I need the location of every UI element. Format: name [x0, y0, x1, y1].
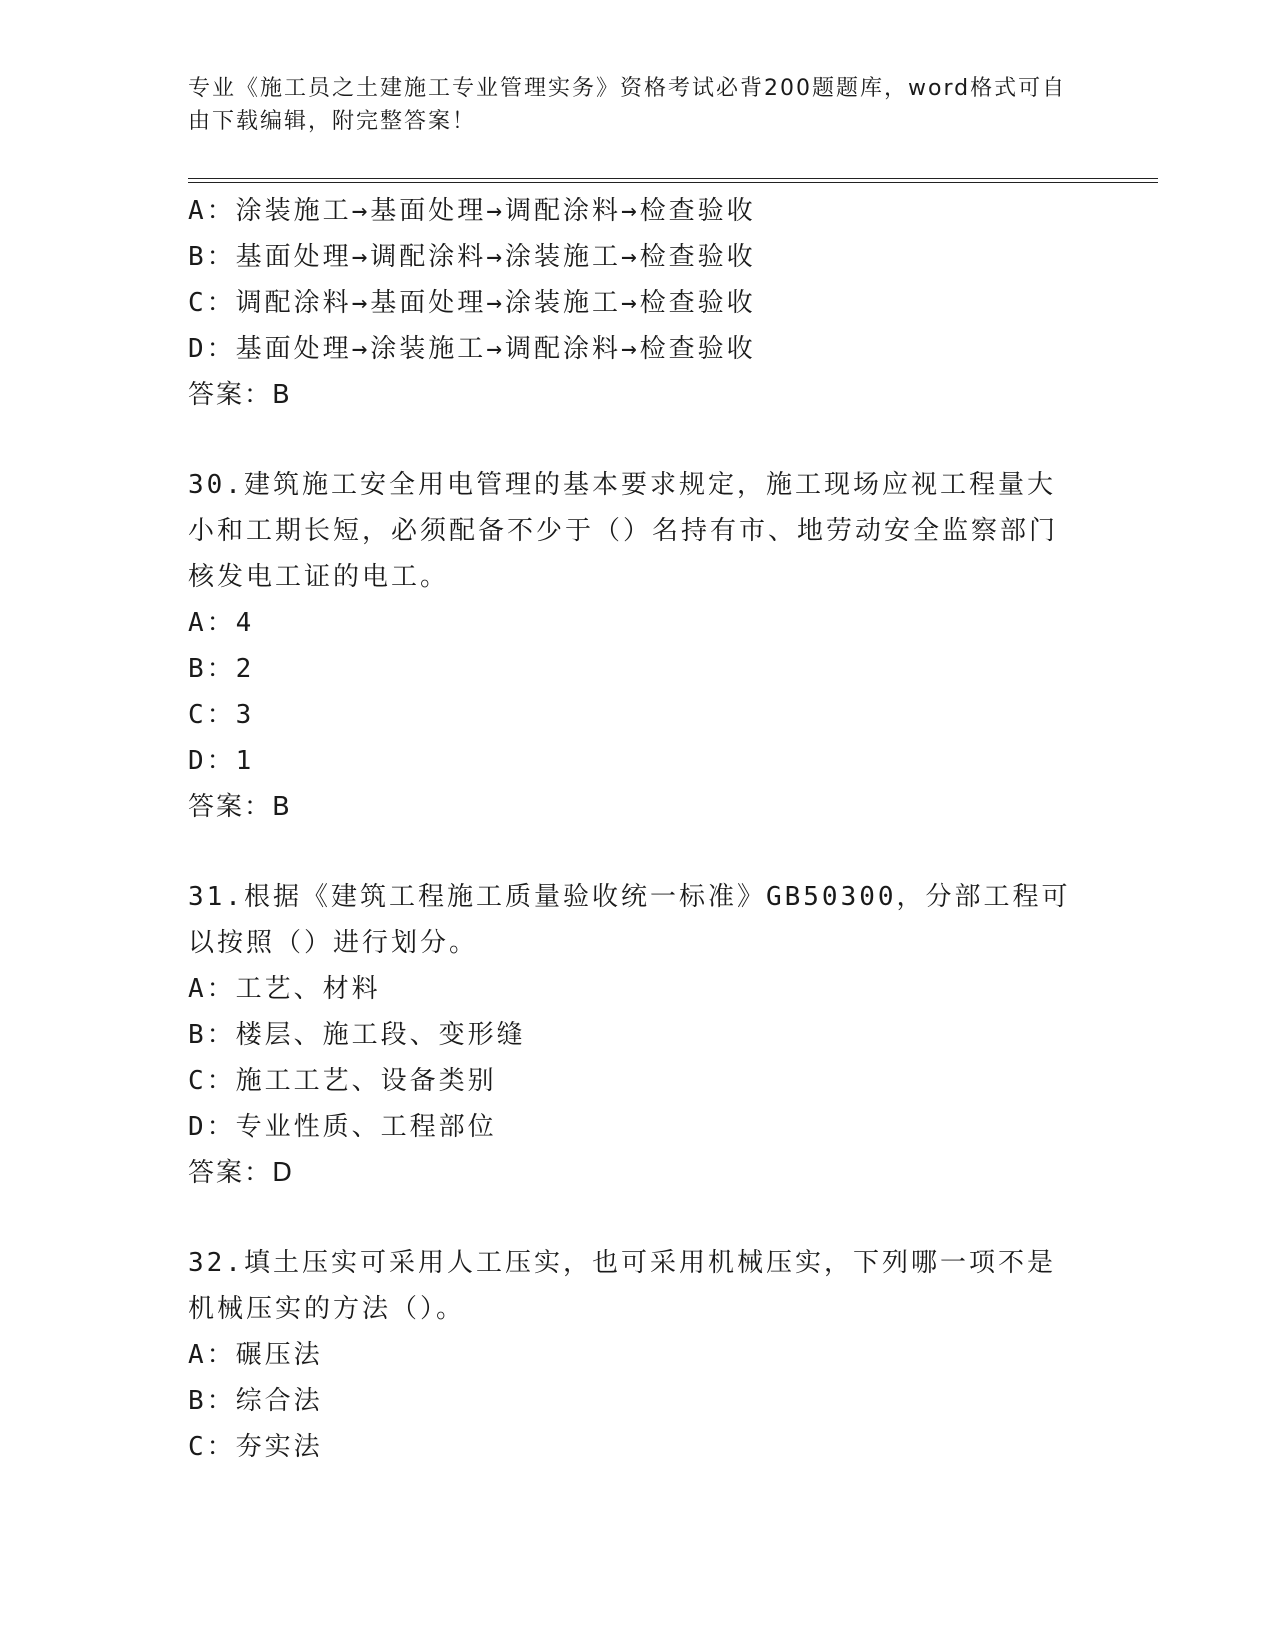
answer-line: 答案：D — [188, 1158, 295, 1188]
document-header: 专业《施工员之土建施工专业管理实务》资格考试必背200题题库，word格式可自由下载编辑，附完整答案！ — [188, 76, 1067, 134]
spacer — [188, 1196, 1078, 1240]
question-31 — [188, 874, 1078, 1196]
option-d: D：基面处理→涂装施工→调配涂料→检查验收 — [188, 334, 756, 364]
option-a: A：涂装施工→基面处理→调配涂料→检查验收 — [188, 196, 756, 226]
option-b: B：综合法 — [188, 1386, 323, 1416]
document-content — [188, 188, 1078, 1470]
option-d: D：1 — [188, 746, 255, 776]
option-c: C：调配涂料→基面处理→涂装施工→检查验收 — [188, 288, 756, 318]
answer-line: 答案：B — [188, 792, 292, 822]
question-text: 30.建筑施工安全用电管理的基本要求规定，施工现场应视工程量大小和工期长短，必须配备不少于（）名持有市、地劳动安全监察部门核发电工证的电工。 — [188, 470, 1059, 592]
document-page — [188, 0, 1158, 1650]
spacer — [188, 418, 1078, 462]
question-30 — [188, 462, 1078, 830]
option-c: C：施工工艺、设备类别 — [188, 1066, 497, 1096]
option-b: B：基面处理→调配涂料→涂装施工→检查验收 — [188, 242, 756, 272]
header-rule — [188, 178, 1158, 183]
option-b: B：楼层、施工段、变形缝 — [188, 1020, 526, 1050]
option-b: B：2 — [188, 654, 255, 684]
option-c: C：3 — [188, 700, 255, 730]
option-a: A：工艺、材料 — [188, 974, 381, 1004]
option-c: C：夯实法 — [188, 1432, 323, 1462]
answer-line: 答案：B — [188, 380, 292, 410]
question-text: 32.填土压实可采用人工压实，也可采用机械压实，下列哪一项不是机械压实的方法（）。 — [188, 1248, 1056, 1324]
option-a: A：碾压法 — [188, 1340, 323, 1370]
question-text: 31.根据《建筑工程施工质量验收统一标准》GB50300，分部工程可以按照（）进行划分。 — [188, 882, 1071, 958]
question-32 — [188, 1240, 1078, 1470]
prev-question — [188, 188, 1078, 418]
spacer — [188, 830, 1078, 874]
option-a: A：4 — [188, 608, 255, 638]
option-d: D：专业性质、工程部位 — [188, 1112, 497, 1142]
